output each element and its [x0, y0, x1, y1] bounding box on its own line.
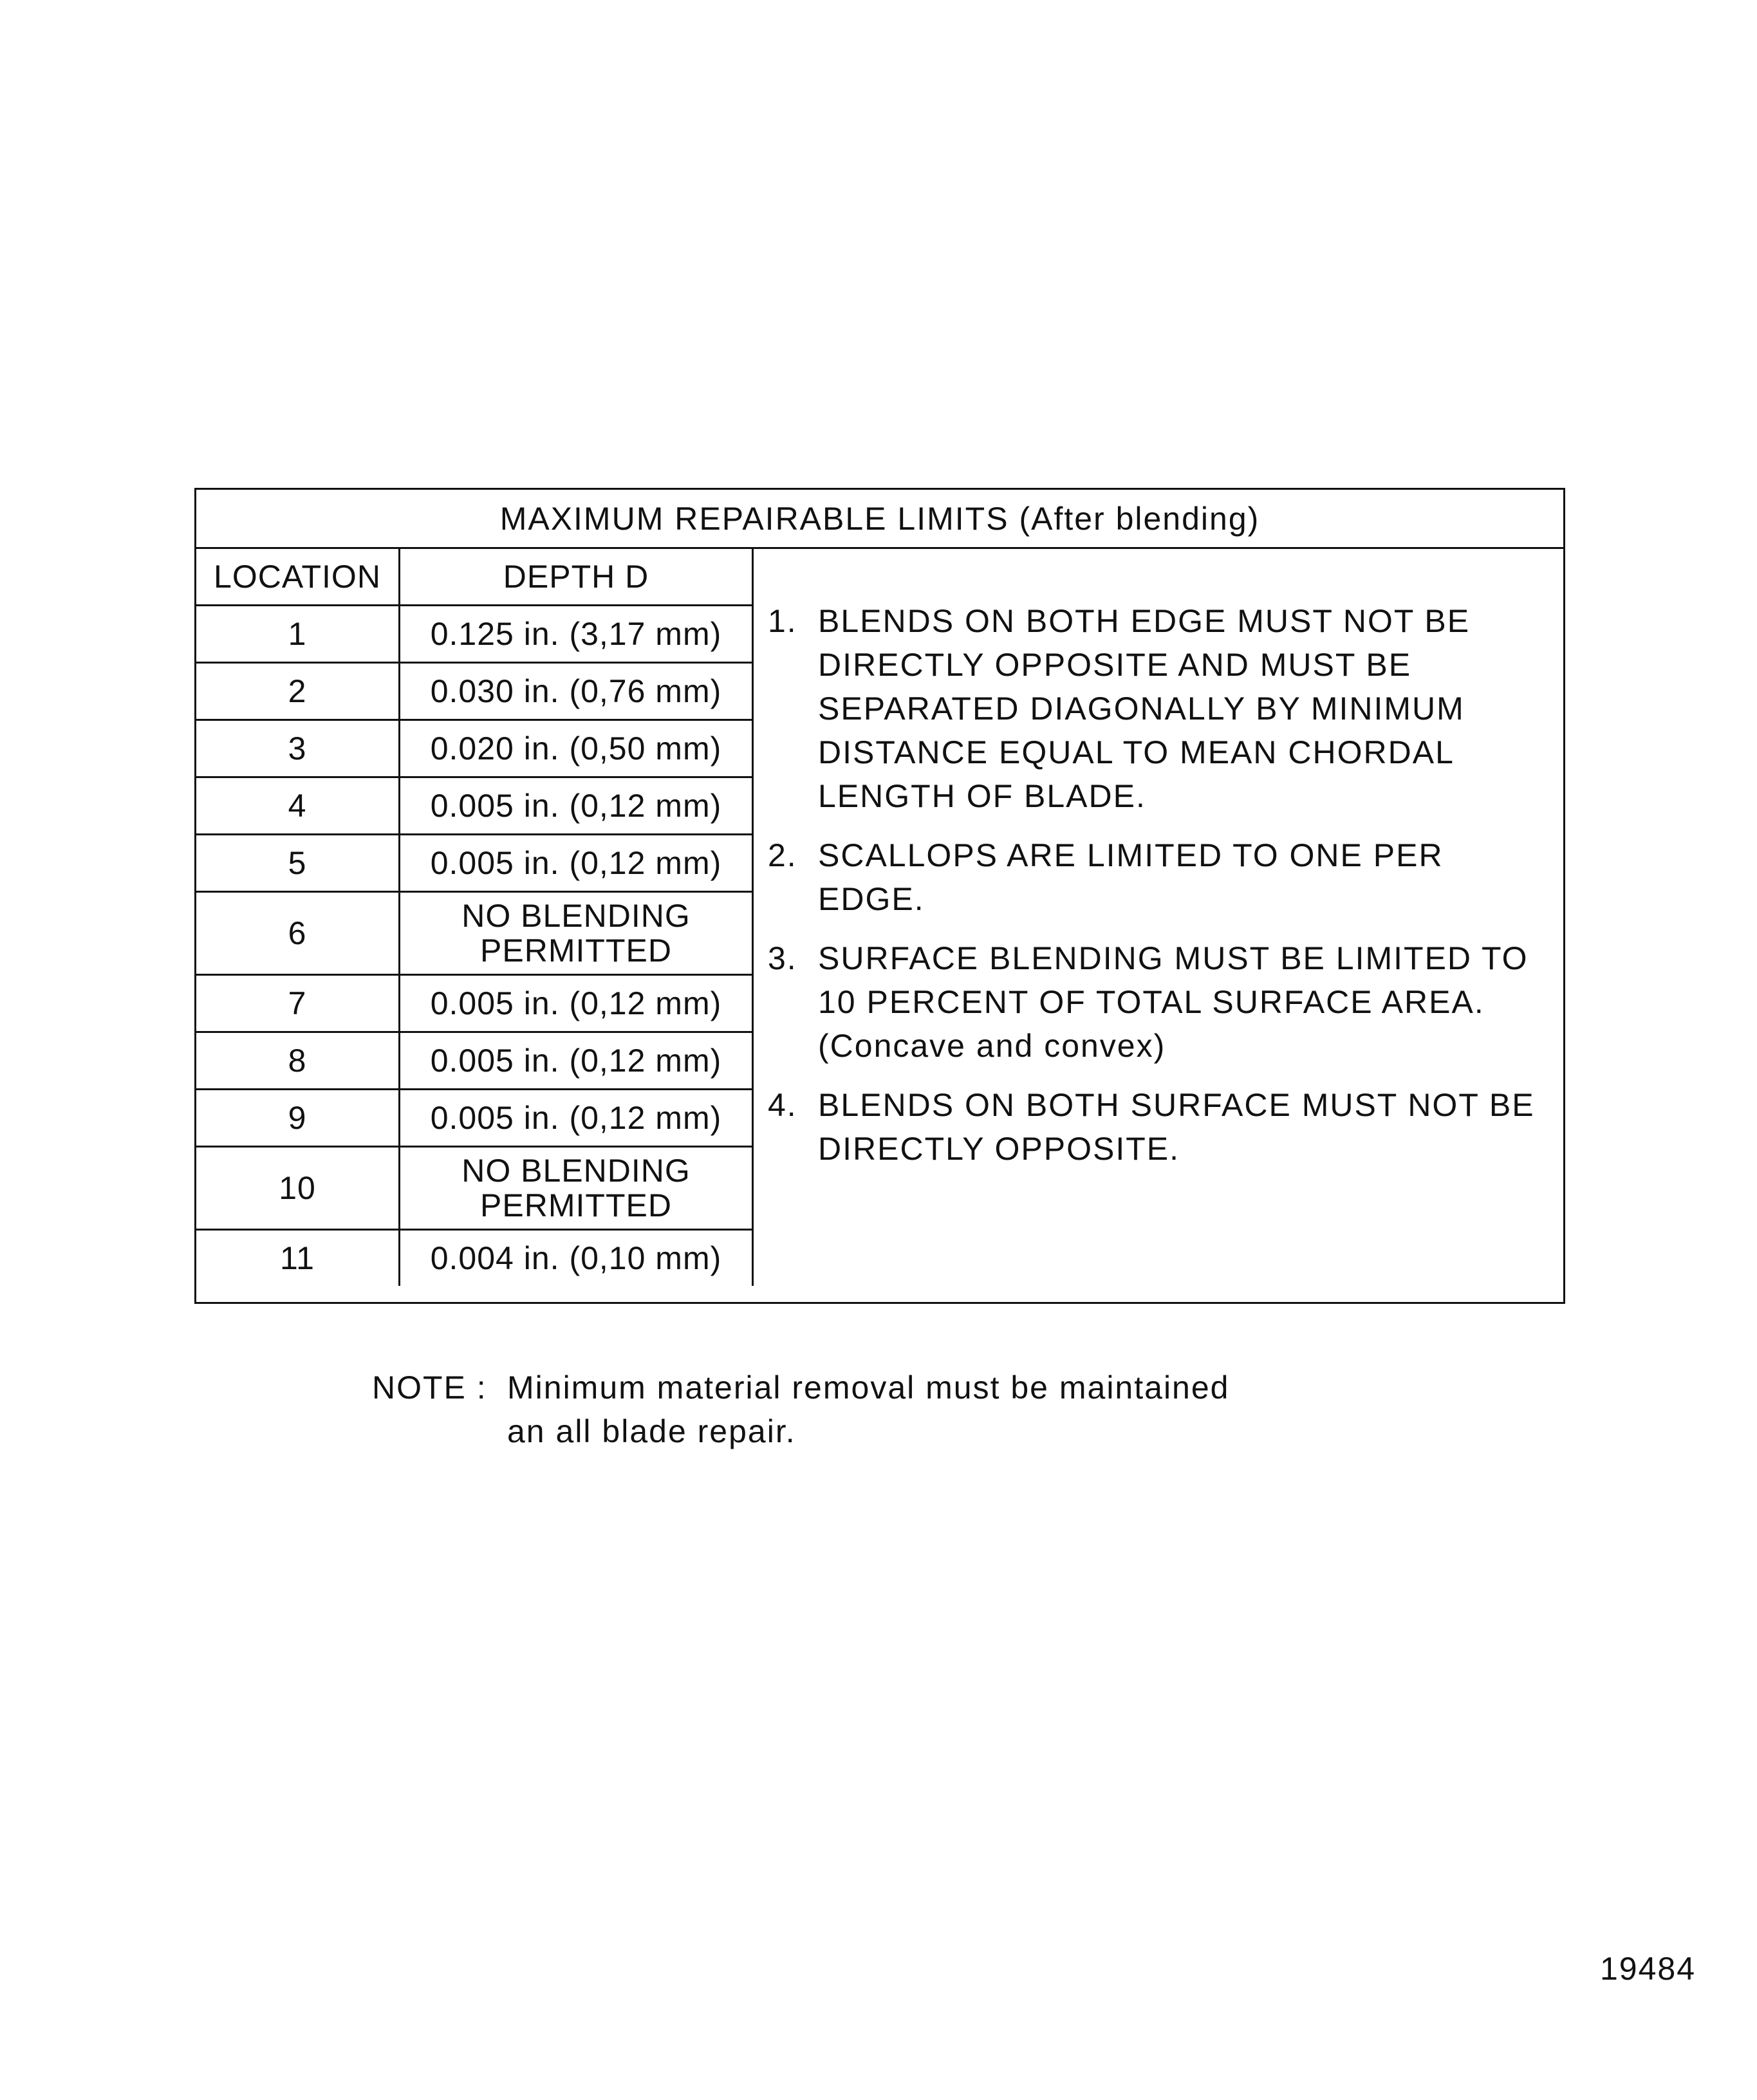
depth-cell: 0.005 in. (0,12 mm): [400, 1032, 753, 1090]
footnote-text-2: an all blade repair.: [507, 1413, 796, 1449]
note-item: [768, 936, 1553, 1068]
footnote: [372, 1366, 1229, 1453]
depth-cell: [400, 1147, 753, 1230]
table-title: MAXIMUM REPAIRABLE LIMITS (After blending): [196, 490, 1563, 549]
location-cell: 9: [196, 1090, 400, 1147]
depth-cell: 0.005 in. (0,12 mm): [400, 975, 753, 1032]
footnote-text-1: Minimum material removal must be maintained: [507, 1370, 1230, 1406]
footnote-label: NOTE :: [372, 1370, 487, 1406]
table-row: [196, 975, 753, 1032]
location-cell: 11: [196, 1230, 400, 1287]
depth-line-1: NO BLENDING: [461, 898, 691, 934]
footnote-line-1: [372, 1366, 1229, 1409]
table-row: [196, 606, 753, 663]
location-header: LOCATION: [196, 548, 400, 606]
note-number: 2.: [768, 837, 797, 873]
depth-line-2: PERMITTED: [480, 1187, 672, 1223]
note-number: 3.: [768, 940, 797, 976]
depth-cell: [400, 892, 753, 975]
location-cell: 5: [196, 835, 400, 892]
table-row: [196, 835, 753, 892]
depth-line-2: PERMITTED: [480, 933, 672, 969]
table-row: [196, 777, 753, 835]
notes-list: [768, 599, 1553, 1186]
location-cell: 2: [196, 663, 400, 720]
location-cell: 8: [196, 1032, 400, 1090]
depth-cell: 0.005 in. (0,12 mm): [400, 1090, 753, 1147]
location-cell: 10: [196, 1147, 400, 1230]
table-header-row: [196, 548, 753, 606]
table-row: [196, 1032, 753, 1090]
note-text: SURFACE BLENDING MUST BE LIMITED TO 10 PERCENT OF TOTAL SURFACE AREA. (Concave and convex): [818, 940, 1529, 1064]
table-row: [196, 1090, 753, 1147]
location-cell: 1: [196, 606, 400, 663]
table-row: [196, 720, 753, 777]
depth-line-1: NO BLENDING: [461, 1153, 691, 1189]
table-row: [196, 1230, 753, 1287]
note-number: 1.: [768, 603, 797, 639]
table-row: [196, 663, 753, 720]
note-item: [768, 1083, 1553, 1171]
depth-cell: 0.030 in. (0,76 mm): [400, 663, 753, 720]
depth-header: DEPTH D: [400, 548, 753, 606]
depth-cell: 0.020 in. (0,50 mm): [400, 720, 753, 777]
location-cell: 3: [196, 720, 400, 777]
location-cell: 4: [196, 777, 400, 835]
note-number: 4.: [768, 1087, 797, 1123]
depth-cell: 0.005 in. (0,12 mm): [400, 835, 753, 892]
figure-number: 19484: [1600, 1951, 1697, 1987]
note-item: [768, 833, 1553, 921]
table-row: [196, 1147, 753, 1230]
table-row: [196, 892, 753, 975]
depth-cell: 0.005 in. (0,12 mm): [400, 777, 753, 835]
depth-cell: 0.004 in. (0,10 mm): [400, 1230, 753, 1287]
note-text: SCALLOPS ARE LIMITED TO ONE PER EDGE.: [818, 837, 1444, 917]
note-text: BLENDS ON BOTH SURFACE MUST NOT BE DIRECTLY OPPOSITE.: [818, 1087, 1535, 1167]
repair-limits-table: [196, 547, 754, 1286]
note-item: [768, 599, 1553, 818]
repair-limits-frame: [194, 488, 1565, 1304]
location-cell: 7: [196, 975, 400, 1032]
note-text: BLENDS ON BOTH EDGE MUST NOT BE DIRECTLY OPPOSITE AND MUST BE SEPARATED DIAGONALLY BY MINIMUM DISTANCE EQUAL TO MEAN CHORDAL LENGTH OF BLADE.: [818, 603, 1471, 814]
depth-cell: 0.125 in. (3,17 mm): [400, 606, 753, 663]
location-cell: 6: [196, 892, 400, 975]
